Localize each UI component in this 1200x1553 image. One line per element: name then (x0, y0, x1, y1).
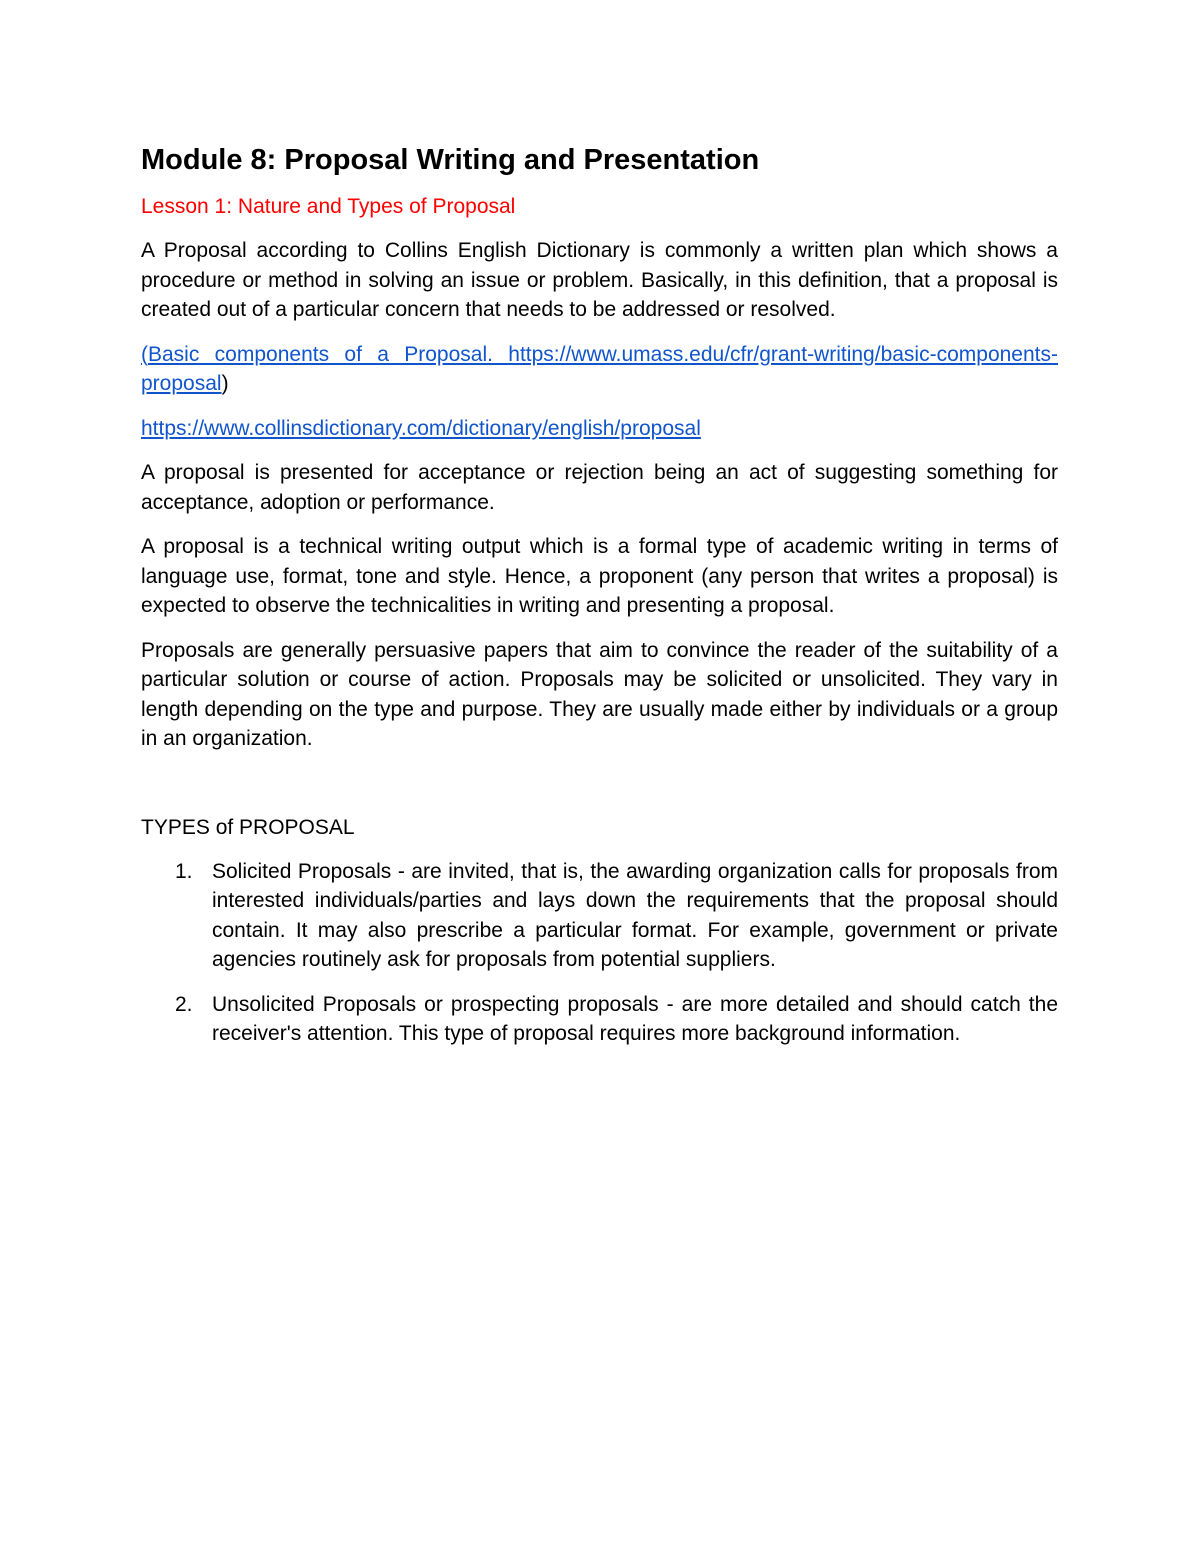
reference-collins (141, 414, 1058, 444)
list-item (141, 857, 1058, 975)
paragraph-acceptance: A proposal is presented for acceptance or rejection being an act of suggesting something for acceptance, adoption or performance. (141, 461, 1058, 514)
reference-link-text: Basic components of a Proposal. https://www.umass.edu/cfr/grant-writing/basic-components-proposal (141, 342, 1058, 395)
list-item-number: 1. (175, 859, 193, 883)
paragraph-persuasive: Proposals are generally persuasive papers that aim to convince the reader of the suitability of a particular solution or course of action. Proposals may be solicited or unsolicited. They vary in length depending on the type and purpose. They are usually made either by individuals or a group in an organization. (141, 638, 1058, 750)
reference-basic-components (141, 340, 1058, 399)
paragraph-technical-writing: A proposal is a technical writing output which is a formal type of academic writing in terms of language use, format, tone and style. Hence, a proponent (any person that writes a proposal) is expected to observe the technicalities in writing and presenting a proposal. (141, 535, 1058, 617)
list-item-text: Unsolicited Proposals or prospecting proposals - are more detailed and should catch the receiver's attention. This type of proposal requires more background information. (212, 992, 1058, 1045)
reference-close-paren: ) (221, 372, 229, 395)
collins-dictionary-link[interactable]: https://www.collinsdictionary.com/dictionary/english/proposal (141, 416, 701, 440)
basic-components-link[interactable] (141, 343, 1058, 396)
types-list (141, 857, 1058, 1049)
list-item (141, 990, 1058, 1049)
types-heading: TYPES of PROPOSAL (141, 815, 355, 839)
blank-line (141, 769, 1058, 813)
lesson-heading: Lesson 1: Nature and Types of Proposal (141, 195, 516, 218)
list-item-text: Solicited Proposals - are invited, that is, the awarding organization calls for proposals from interested individuals/parties and lays down the requirements that the proposal should contain. It may also prescribe a particular format. For example, government or private agencies routinely ask for proposals from potential suppliers. (212, 859, 1058, 971)
document-page (141, 140, 1058, 1064)
reference-open-paren: ( (141, 342, 148, 366)
page-title: Module 8: Proposal Writing and Presentation (141, 144, 760, 176)
list-item-number: 2. (175, 992, 193, 1016)
paragraph-definition: A Proposal according to Collins English Dictionary is commonly a written plan which shows a procedure or method in solving an issue or problem. Basically, in this definition, that a proposal is created out of a particular concern that needs to be addressed or resolved. (141, 239, 1058, 321)
